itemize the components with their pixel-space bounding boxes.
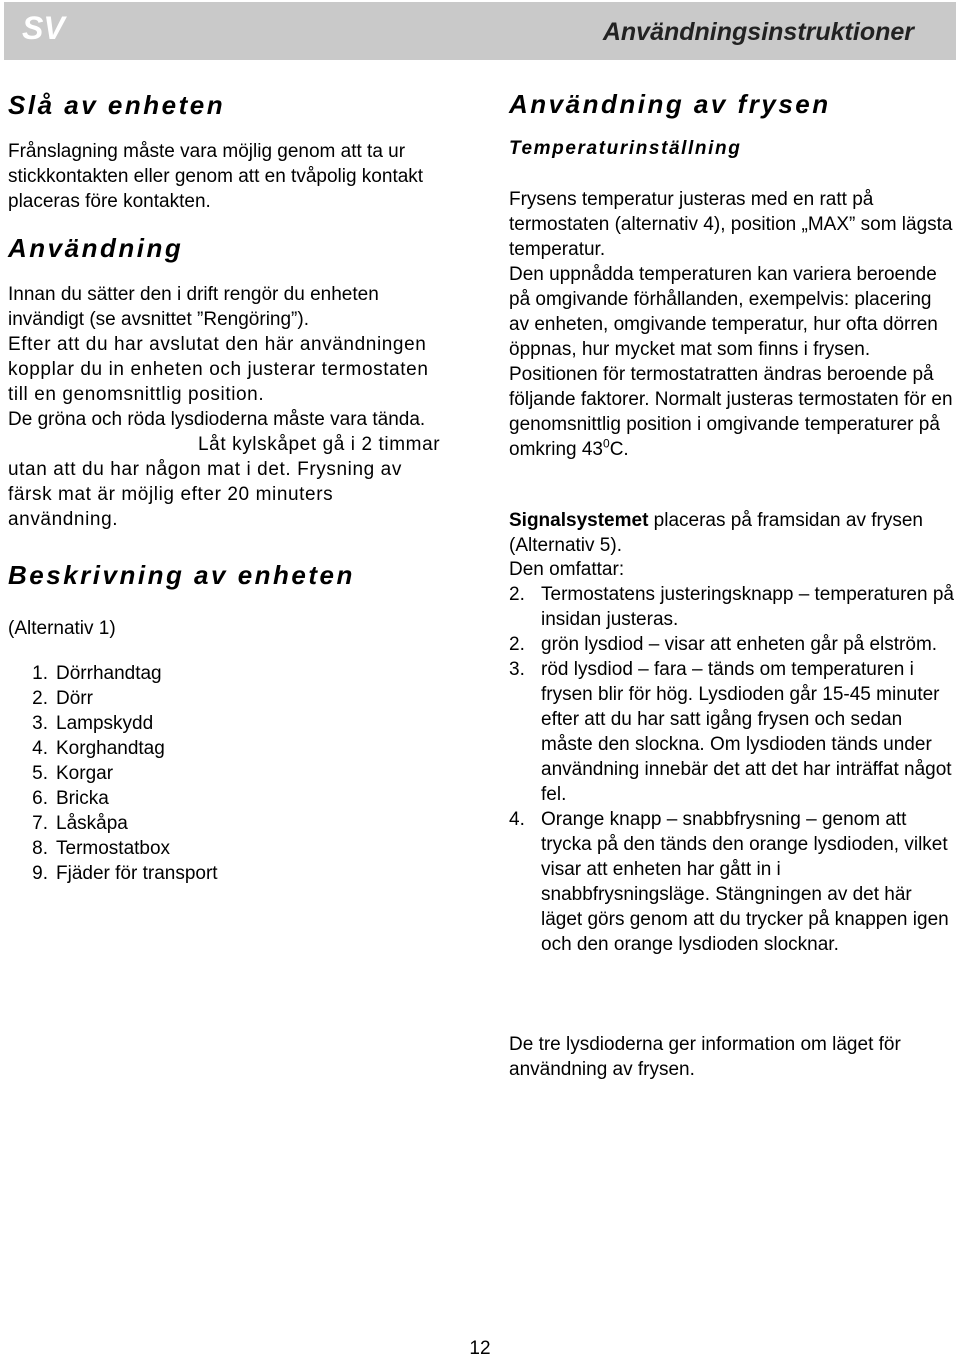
signal-system-includes: Den omfattar: [509, 559, 625, 580]
temperature-text-variation: Den uppnådda temperaturen kan variera beroende på omgivande förhållanden, exempelvis: placering av enheten, omgivande temperatur, hur ofta dörren öppnas, hur mycket mat som finns i frysen. Positionen för termostatratten ändras beroende på följande faktorer. Normalt justeras termostaten för en genomsnittlig position i omgivande temperaturer på omkring $43^0C$. [509, 264, 953, 460]
heading-temperature-setting: Temperaturinställning [509, 138, 742, 159]
list-item: 4. Orange knapp – snabbfrysning – genom att trycka på den tänds den orange lysdioden, vilket visar att enheten har gått in i snabbfrysningsläge. Stängningen av det här läget görs genom att du trycker på knappen igen och den orange lysdioden slocknar. [509, 809, 949, 955]
language-code: SV [22, 10, 65, 46]
list-item: 1. Dörrhandtag [32, 663, 162, 684]
parts-list [24, 661, 424, 886]
list-item: 3. röd lysdiod – fara – tänds om temperaturen i frysen blir för hög. Lysdioden går 15-45 minuter efter att du har satt igång frysen och sedan måste den slockna. Om lysdioden tänds under användning innebär det att det har inträffat något fel. [509, 659, 952, 805]
document-title: Användningsinstruktioner [602, 18, 914, 46]
heading-freezer-usage: Användning av frysen [509, 89, 831, 119]
list-item: 4. Korghandtag [32, 738, 165, 759]
list-item: 2. Dörr [32, 688, 93, 709]
list-item: 9. Fjäder för transport [32, 863, 218, 884]
usage-text-connect: Efter att du har avslutat den här användningen kopplar du in enheten och justerar termostaten till en genomsnittlig position. [8, 334, 429, 405]
list-item: 7. Låskåpa [32, 813, 128, 834]
list-item: 2. Termostatens justeringsknapp – temperaturen på insidan justeras. [509, 584, 954, 630]
usage-text-wait: Låt kylskåpet gå i 2 timmar utan att du har någon mat i det. Frysning av färsk mat är möjlig efter 20 minuters användning. [8, 434, 441, 530]
temperature-text-thermostat: Frysens temperatur justeras med en ratt på termostaten (alternativ 4), position „MAX” som lägsta temperatur. [509, 189, 953, 260]
list-item: 8. Termostatbox [32, 838, 171, 859]
signal-list [509, 582, 954, 957]
heading-description: Beskrivning av enheten [8, 560, 355, 590]
list-item: 5. Korgar [32, 763, 114, 784]
usage-text-leds: De gröna och röda lysdioderna måste vara tända. [8, 409, 426, 430]
page-number: 12 [469, 1338, 491, 1359]
list-item: 3. Lampskydd [32, 713, 154, 734]
page-header [4, 2, 956, 60]
power-off-text: Frånslagning måste vara möjlig genom att ta ur stickkontakten eller genom att en tvåpolig kontakt placeras före kontakten. [8, 141, 424, 212]
heading-usage: Användning [8, 233, 184, 263]
signal-system-footer: De tre lysdioderna ger information om läget för användning av frysen. [509, 1034, 901, 1080]
list-item: 6. Bricka [32, 788, 109, 809]
list-item: 2. grön lysdiod – visar att enheten går på elström. [509, 634, 938, 655]
usage-text-cleaning: Innan du sätter den i drift rengör du enheten invändigt (se avsnittet ”Rengöring”). [8, 284, 379, 330]
heading-power-off: Slå av enheten [8, 90, 226, 120]
description-alt: (Alternativ 1) [8, 618, 116, 639]
signal-system-text: Signalsystemet placeras på framsidan av frysen (Alternativ 5). [509, 510, 923, 556]
